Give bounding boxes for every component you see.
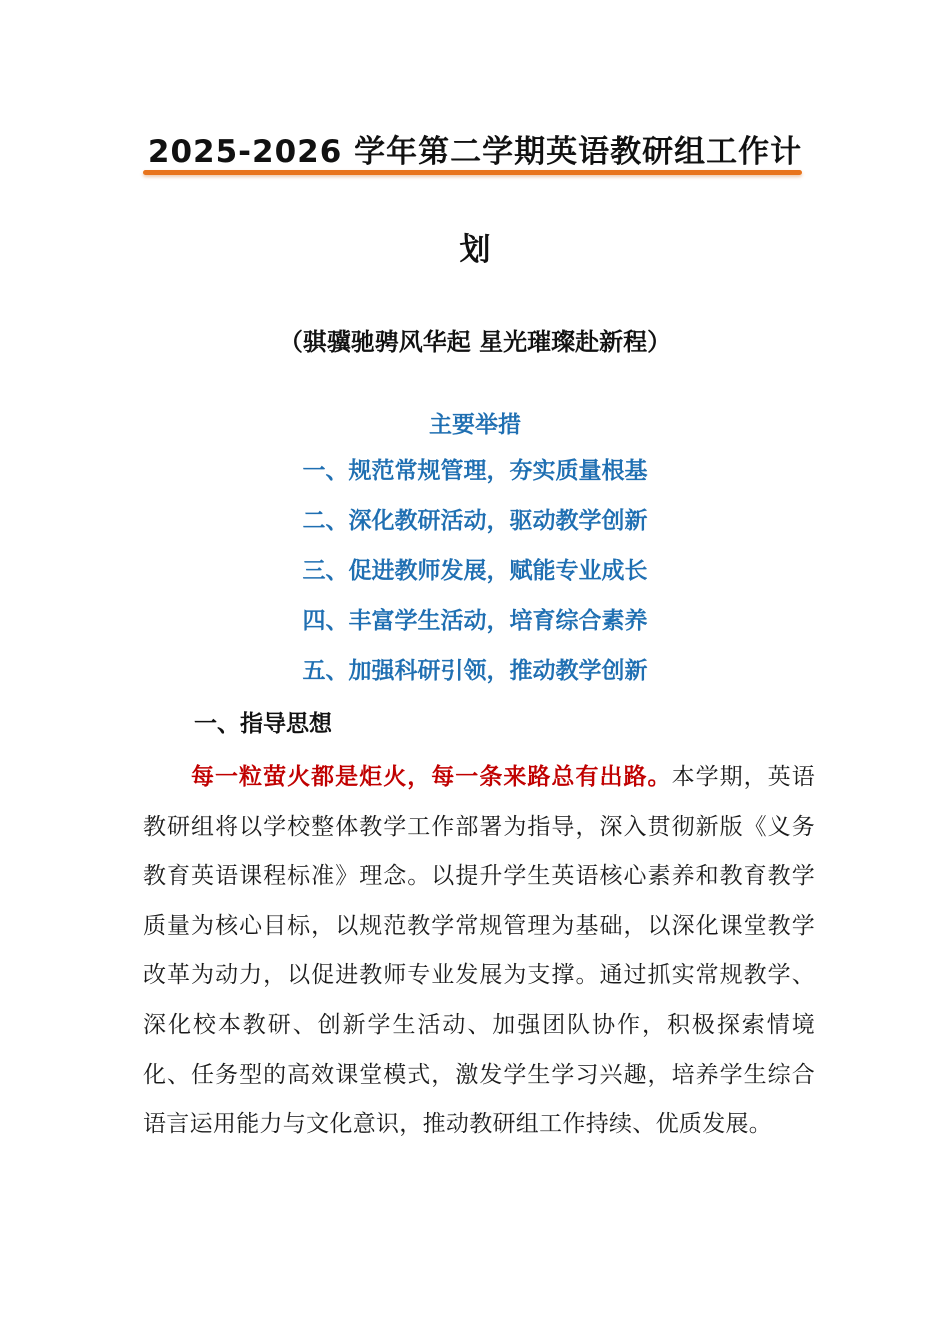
main-measures-list <box>0 405 950 701</box>
highlight-quote: 每一粒萤火都是炬火，每一条来路总有出路。 <box>191 764 672 790</box>
paragraph-body-text: 本学期，英语教研组将以学校整体教学工作部署为指导，深入贯彻新版《义务教育英语课程标准》理念。以提升学生英语核心素养和教育教学质量为核心目标，以规范教学常规管理为基础，以深化课堂教学改革为动力，以促进教师专业发展为支撑。通过抓实常规教学、深化校本教研、创新学生活动、加强团队协作，积极探索情境化、任务型的高效课堂模式，激发学生学习兴趣，培养学生综合语言运用能力与文化意识，推动教研组工作持续、优质发展。 <box>143 764 816 1138</box>
document-subtitle: （骐骥驰骋风华起 星光璀璨赴新程） <box>278 328 672 356</box>
measure-item-2: 二、深化教研活动，驱动教学创新 <box>302 508 648 534</box>
measures-heading: 主要举措 <box>429 412 521 438</box>
guiding-ideology-paragraph <box>143 753 815 1150</box>
measure-item-4: 四、丰富学生活动，培育综合素养 <box>302 608 648 634</box>
section-heading-guiding-ideology: 一、指导思想 <box>194 711 332 737</box>
document-title: 2025-2026 学年第二学期英语教研组工作计 <box>147 134 803 170</box>
measure-item-1: 一、规范常规管理，夯实质量根基 <box>302 458 648 484</box>
measure-item-3: 三、促进教师发展，赋能专业成长 <box>302 558 648 584</box>
title-underline-divider <box>143 170 802 175</box>
document-title-continuation: 划 <box>459 232 491 268</box>
measure-item-5: 五、加强科研引领，推动教学创新 <box>302 658 648 684</box>
